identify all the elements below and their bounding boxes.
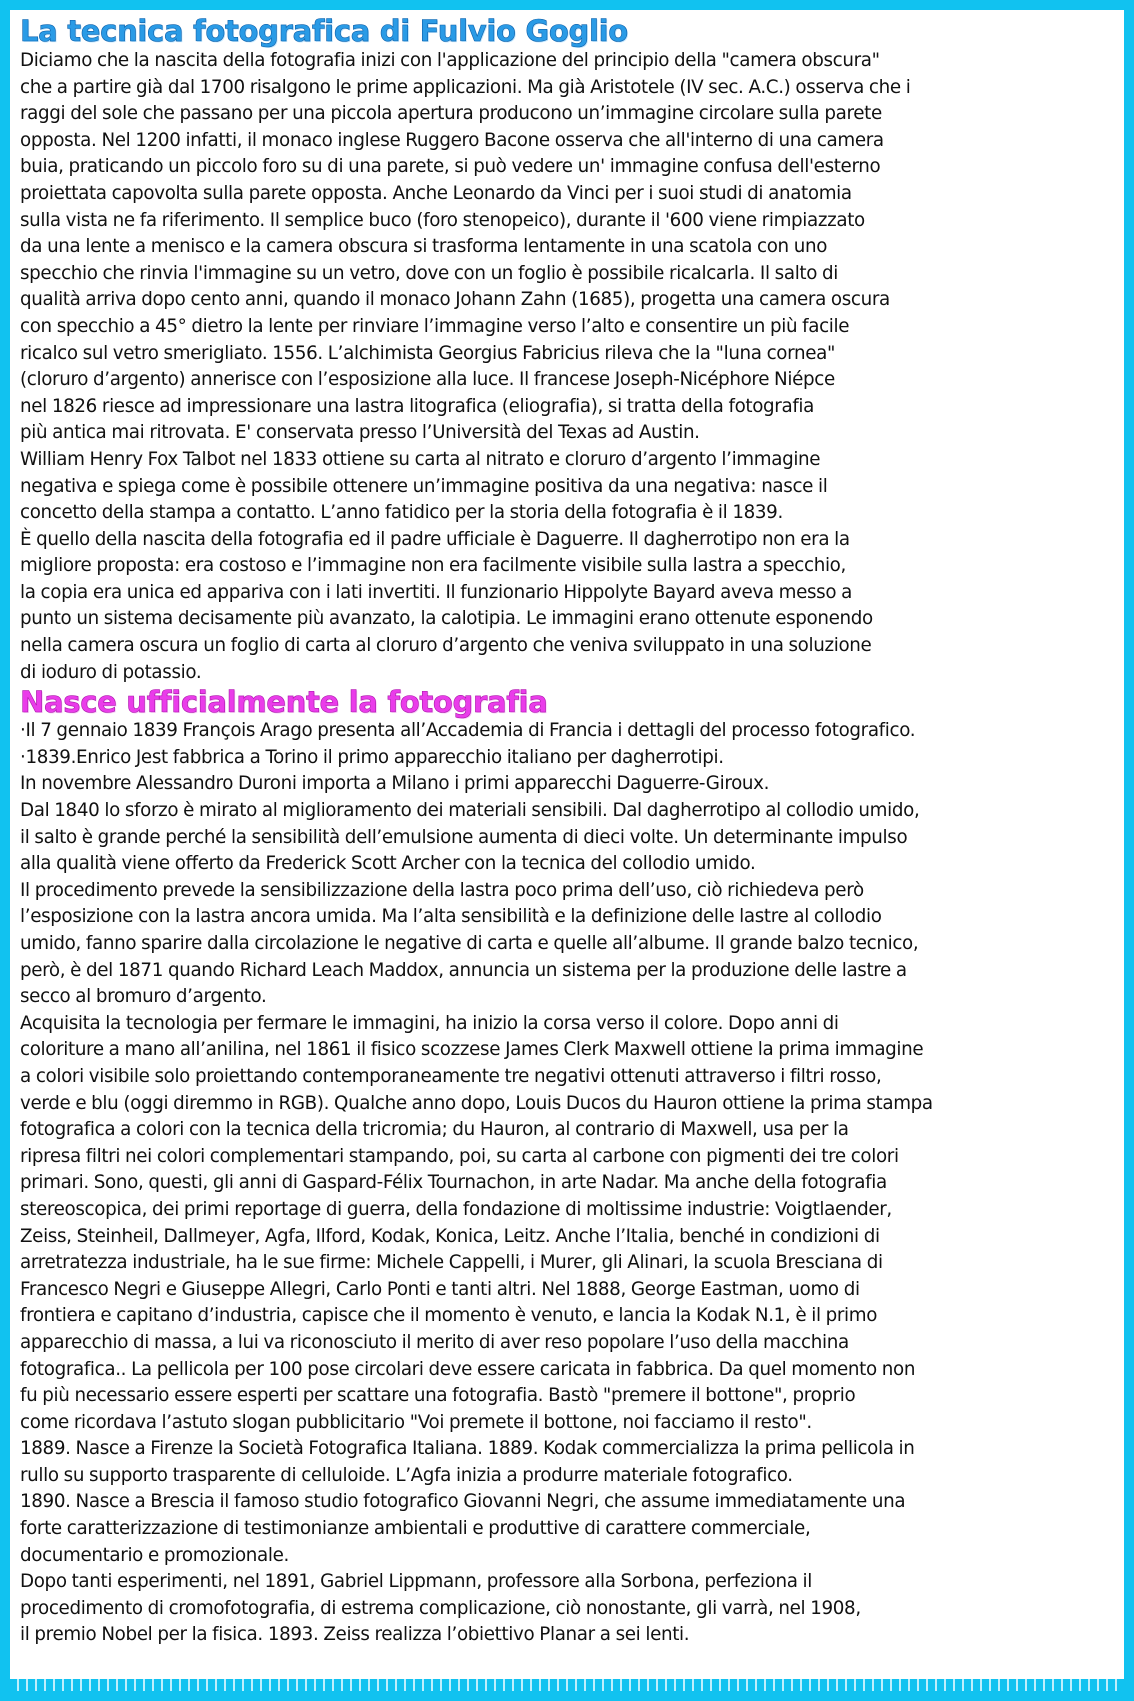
decorative-bottom-border <box>10 1679 1124 1691</box>
text-line: 1890. Nasce a Brescia il famoso studio fotografico Giovanni Negri, che assume immediatamente una <box>20 1491 906 1513</box>
text-line: fotografica a colori con la tecnica della tricromia; du Hauron, al contrario di Maxwell, usa per la <box>20 1119 849 1141</box>
text-line: In novembre Alessandro Duroni importa a Milano i primi apparecchi Daguerre-Giroux. <box>20 773 770 795</box>
text-line: qualità arriva dopo cento anni, quando il monaco Johann Zahn (1685), progetta una camera oscura <box>20 289 890 311</box>
text-line: Diciamo che la nascita della fotografia inizi con l'applicazione del principio della "camera obscura" <box>20 50 880 71</box>
text-line: da una lente a menisco e la camera obscura si trasforma lentamente in una scatola con uno <box>20 236 828 258</box>
text-line: ·Il 7 gennaio 1839 François Arago presenta all’Accademia di Francia i dettagli del processo fotografico. <box>20 720 916 742</box>
text-line: È quello della nascita della fotografia ed il padre ufficiale è Daguerre. Il dagherrotipo non era la <box>20 528 850 550</box>
text-line: a colori visibile solo proiettando contemporaneamente tre negativi ottenuti attraverso i filtri rosso, <box>20 1065 882 1087</box>
text-line: apparecchio di massa, a lui va riconosciuto il merito di aver reso popolare l’uso della macchina <box>20 1331 849 1353</box>
history-section-text <box>20 48 1128 686</box>
text-line: con specchio a 45° dietro la lente per rinviare l’immagine verso l’alto e consentire un più facile <box>20 315 850 337</box>
official-birth-section-text <box>20 718 1128 1649</box>
text-line: migliore proposta: era costoso e l’immagine non era facilmente visibile sulla lastra a specchio, <box>20 555 846 577</box>
text-line: frontiera e capitano d’industria, capisce che il momento è venuto, e lancia la Kodak N.1, è il primo <box>20 1305 878 1327</box>
text-line: fotografica.. La pellicola per 100 pose circolari deve essere caricata in fabbrica. Da quel momento non <box>20 1358 916 1380</box>
text-line: sulla vista ne fa riferimento. Il semplice buco (foro stenopeico), durante il '600 viene rimpiazzato <box>20 209 865 231</box>
text-line: come ricordava l’astuto slogan pubblicitario "Voi premete il bottone, noi facciamo il resto". <box>20 1411 812 1433</box>
text-line: l’esposizione con la lastra ancora umida. Ma l’alta sensibilità e la definizione delle lastre al collodio <box>20 906 882 928</box>
text-line: più antica mai ritrovata. E' conservata presso l’Università del Texas ad Austin. <box>20 422 700 444</box>
text-line: arretratezza industriale, ha le sue firme: Michele Cappelli, i Murer, gli Alinari, la scuola Bresciana di <box>20 1252 883 1274</box>
text-line: alla qualità viene offerto da Frederick Scott Archer con la tecnica del collodio umido. <box>20 853 756 875</box>
text-line: Dal 1840 lo sforzo è mirato al miglioramento dei materiali sensibili. Dal dagherrotipo al collodio umido, <box>20 800 920 822</box>
text-line: Zeiss, Steinheil, Dallmeyer, Agfa, Ilford, Kodak, Konica, Leitz. Anche l’Italia, benché in condizioni di <box>20 1225 880 1247</box>
text-line: Dopo tanti esperimenti, nel 1891, Gabriel Lippmann, professore alla Sorbona, perfeziona il <box>20 1571 813 1593</box>
text-line: (cloruro d’argento) annerisce con l’esposizione alla luce. Il francese Joseph-Nicéphore Niépce <box>20 369 835 391</box>
document-body <box>20 14 1128 1649</box>
text-line: rullo su supporto trasparente di celluloide. L’Agfa inizia a produrre materiale fotografico. <box>20 1464 793 1486</box>
text-line: il salto è grande perché la sensibilità dell’emulsione aumenta di dieci volte. Un determinante impulso <box>20 826 908 848</box>
text-line: coloriture a mano all’anilina, nel 1861 il fisico scozzese James Clerk Maxwell ottiene la prima immagine <box>20 1039 924 1061</box>
text-line: opposta. Nel 1200 infatti, il monaco inglese Ruggero Bacone osserva che all'interno di una camera <box>20 129 884 151</box>
text-line: procedimento di cromofotografia, di estrema complicazione, ciò nonostante, gli varrà, nel 1908, <box>20 1597 861 1619</box>
text-line: primari. Sono, questi, gli anni di Gaspard-Félix Tournachon, in arte Nadar. Ma anche della fotografia <box>20 1172 887 1194</box>
page-title: La tecnica fotografica di Fulvio Goglio <box>20 14 628 48</box>
text-line: nel 1826 riesce ad impressionare una lastra litografica (eliografia), si tratta della fotografia <box>20 395 814 417</box>
text-line: fu più necessario essere esperti per scattare una fotografia. Bastò "premere il bottone", proprio <box>20 1385 856 1407</box>
text-line: proiettata capovolta sulla parete opposta. Anche Leonardo da Vinci per i suoi studi di anatomia <box>20 182 852 204</box>
text-line: documentario e promozionale. <box>20 1544 289 1566</box>
text-line: Acquisita la tecnologia per fermare le immagini, ha inizio la corsa verso il colore. Dopo anni di <box>20 1012 839 1034</box>
text-line: punto un sistema decisamente più avanzato, la calotipia. Le immagini erano ottenute esponendo <box>20 608 873 630</box>
text-line: secco al bromuro d’argento. <box>20 986 267 1008</box>
text-line: il premio Nobel per la fisica. 1893. Zeiss realizza l’obiettivo Planar a sei lenti. <box>20 1624 690 1646</box>
text-line: umido, fanno sparire dalla circolazione le negative di carta e quelle all’albume. Il grande balzo tecnico, <box>20 933 919 954</box>
text-line: buia, praticando un piccolo foro su di una parete, si può vedere un' immagine confusa dell'esterno <box>20 156 881 178</box>
text-line: però, è del 1871 quando Richard Leach Maddox, annuncia un sistema per la produzione delle lastre a <box>20 959 907 981</box>
text-line: che a partire già dal 1700 risalgono le prime applicazioni. Ma già Aristotele (IV sec. A.C.) osserva che i <box>20 76 911 98</box>
text-line: 1889. Nasce a Firenze la Società Fotografica Italiana. 1889. Kodak commercializza la prima pellicola in <box>20 1438 915 1460</box>
text-line: verde e blu (oggi diremmo in RGB). Qualche anno dopo, Louis Ducos du Hauron ottiene la prima stampa <box>20 1092 933 1114</box>
text-line: ricalco sul vetro smerigliato. 1556. L’alchimista Georgius Fabricius rileva che la "luna cornea" <box>20 342 836 364</box>
text-line: specchio che rinvia l'immagine su un vetro, dove con un foglio è possibile ricalcarla. Il salto di <box>20 262 839 284</box>
text-line: negativa e spiega come è possibile ottenere un’immagine positiva da una negativa: nasce il <box>20 475 828 497</box>
text-line: raggi del sole che passano per una piccola apertura producono un’immagine circolare sulla parete <box>20 103 882 125</box>
text-line: William Henry Fox Talbot nel 1833 ottiene su carta al nitrato e cloruro d’argento l’immagine <box>20 448 821 470</box>
text-line: forte caratterizzazione di testimonianze ambientali e produttive di carattere commerciale, <box>20 1518 811 1540</box>
text-line: la copia era unica ed appariva con i lati invertiti. Il funzionario Hippolyte Bayard aveva messo a <box>20 581 853 603</box>
text-line: Il procedimento prevede la sensibilizzazione della lastra poco prima dell’uso, ciò richiedeva però <box>20 879 864 901</box>
text-line: Francesco Negri e Giuseppe Allegri, Carlo Ponti e tanti altri. Nel 1888, George Eastman, uomo di <box>20 1278 860 1300</box>
section-heading: Nasce ufficialmente la fotografia <box>20 685 548 720</box>
text-line: di ioduro di potassio. <box>20 661 202 683</box>
text-line: nella camera oscura un foglio di carta al cloruro d’argento che veniva sviluppato in una soluzione <box>20 635 872 657</box>
text-line: ripresa filtri nei colori complementari stampando, poi, su carta al carbone con pigmenti dei tre colori <box>20 1145 899 1167</box>
text-line: ·1839.Enrico Jest fabbrica a Torino il primo apparecchio italiano per dagherrotipi. <box>20 746 724 768</box>
text-line: concetto della stampa a contatto. L’anno fatidico per la storia della fotografia è il 1839. <box>20 502 783 524</box>
text-line: stereoscopica, dei primi reportage di guerra, della fondazione di moltissime industrie: Voigtlaender, <box>20 1198 892 1220</box>
